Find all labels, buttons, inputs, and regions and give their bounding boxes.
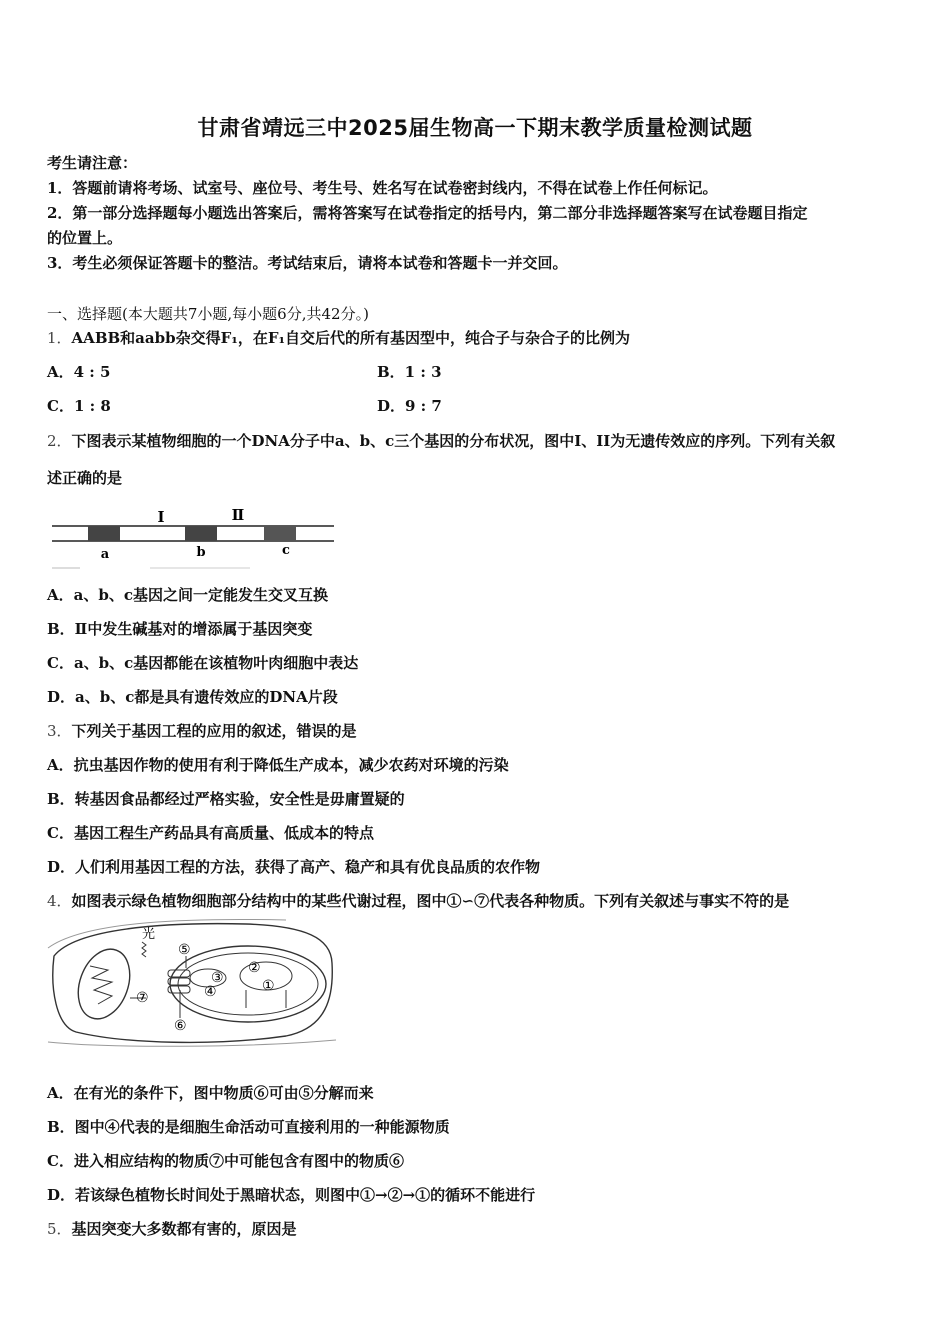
q2-option-a: A．a、b、c基因之间一定能发生交叉互换 <box>47 586 328 604</box>
cell-metabolism-figure <box>46 918 338 1048</box>
q4-option-b: B．图中④代表的是细胞生命活动可直接利用的一种能源物质 <box>47 1118 450 1136</box>
marker-2: ② <box>248 960 261 976</box>
question-stem: 下列关于基因工程的应用的叙述，错误的是 <box>71 722 357 740</box>
gene-a-segment <box>88 526 120 541</box>
marker-3: ③ <box>211 970 224 986</box>
label-a: a <box>100 547 110 562</box>
light-label: 光 <box>142 927 156 942</box>
question-1 <box>47 327 630 348</box>
dna-gene-figure <box>50 500 340 572</box>
gene-c-segment <box>264 526 296 541</box>
notice-item-3: 3．考生必须保证答题卡的整洁。考试结束后，请将本试卷和答题卡一并交回。 <box>47 254 568 272</box>
question-stem: 基因突变大多数都有害的，原因是 <box>71 1220 297 1238</box>
notice-item-1: 1．答题前请将考场、试室号、座位号、考生号、姓名写在试卷密封线内，不得在试卷上作任何标记。 <box>47 179 718 197</box>
gene-b-segment <box>185 526 217 541</box>
marker-1: ① <box>262 978 275 994</box>
q3-option-a: A．抗虫基因作物的使用有利于降低生产成本，减少农药对环境的污染 <box>47 756 509 774</box>
chloroplast <box>170 946 326 1022</box>
label-c: c <box>282 543 290 558</box>
notice-item-2: 2．第一部分选择题每小题选出答案后，需将答案写在试卷指定的括号内，第二部分非选择题答案写在试卷题目指定 <box>47 204 808 222</box>
marker-7: ⑦ <box>136 990 149 1006</box>
label-I: I <box>157 508 165 526</box>
section-heading: 一、选择题(本大题共7小题,每小题6分,共42分。) <box>47 305 369 323</box>
q1-option-d: D．9 : 7 <box>377 397 442 415</box>
notice-item-2-cont: 的位置上。 <box>47 229 123 247</box>
q3-option-c: C．基因工程生产药品具有高质量、低成本的特点 <box>47 824 374 842</box>
q1-option-a: A．4 : 5 <box>47 363 111 381</box>
mitochondrion <box>69 942 139 1026</box>
q1-option-b: B．1 : 3 <box>377 363 442 381</box>
q2-option-c: C．a、b、c基因都能在该植物叶肉细胞中表达 <box>47 654 359 672</box>
q4-option-a: A．在有光的条件下，图中物质⑥可由⑤分解而来 <box>47 1084 374 1102</box>
question-stem: AABB和aabb杂交得F₁，在F₁自交后代的所有基因型中，纯合子与杂合子的比例为 <box>71 329 631 347</box>
q4-option-d: D．若该绿色植物长时间处于黑暗状态，则图中①→②→①的循环不能进行 <box>47 1186 536 1204</box>
question-5 <box>47 1218 297 1239</box>
question-2-stem-cont: 述正确的是 <box>47 469 123 487</box>
marker-6: ⑥ <box>174 1018 187 1034</box>
q2-option-d: D．a、b、c都是具有遗传效应的DNA片段 <box>47 688 338 706</box>
q2-option-b: B．Ⅱ中发生碱基对的增添属于基因突变 <box>47 620 313 638</box>
label-II: Ⅱ <box>231 506 245 524</box>
marker-5: ⑤ <box>178 942 191 958</box>
question-number: 2． <box>47 432 72 450</box>
label-b: b <box>196 545 206 560</box>
question-number: 1． <box>47 329 72 347</box>
question-number: 4． <box>47 892 72 910</box>
marker-4: ④ <box>204 984 217 1000</box>
question-stem: 如图表示绿色植物细胞部分结构中的某些代谢过程，图中①∽⑦代表各种物质。下列有关叙述与事实不符的是 <box>71 892 790 910</box>
page-title: 甘肃省靖远三中2025届生物高一下期末教学质量检测试题 <box>197 116 753 140</box>
q3-option-d: D．人们利用基因工程的方法，获得了高产、稳产和具有优良品质的农作物 <box>47 858 541 876</box>
question-number: 3． <box>47 722 72 740</box>
q4-option-c: C．进入相应结构的物质⑦中可能包含有图中的物质⑥ <box>47 1152 404 1170</box>
question-4 <box>47 890 789 911</box>
question-3 <box>47 720 357 741</box>
question-number: 5． <box>47 1220 72 1238</box>
q3-option-b: B．转基因食品都经过严格实验，安全性是毋庸置疑的 <box>47 790 405 808</box>
question-stem: 下图表示某植物细胞的一个DNA分子中a、b、c三个基因的分布状况，图中I、II为无遗传效应的序列。下列有关叙 <box>71 432 836 450</box>
q1-option-c: C．1 : 8 <box>47 397 111 415</box>
notice-heading: 考生请注意： <box>47 154 138 172</box>
question-2 <box>47 430 835 451</box>
